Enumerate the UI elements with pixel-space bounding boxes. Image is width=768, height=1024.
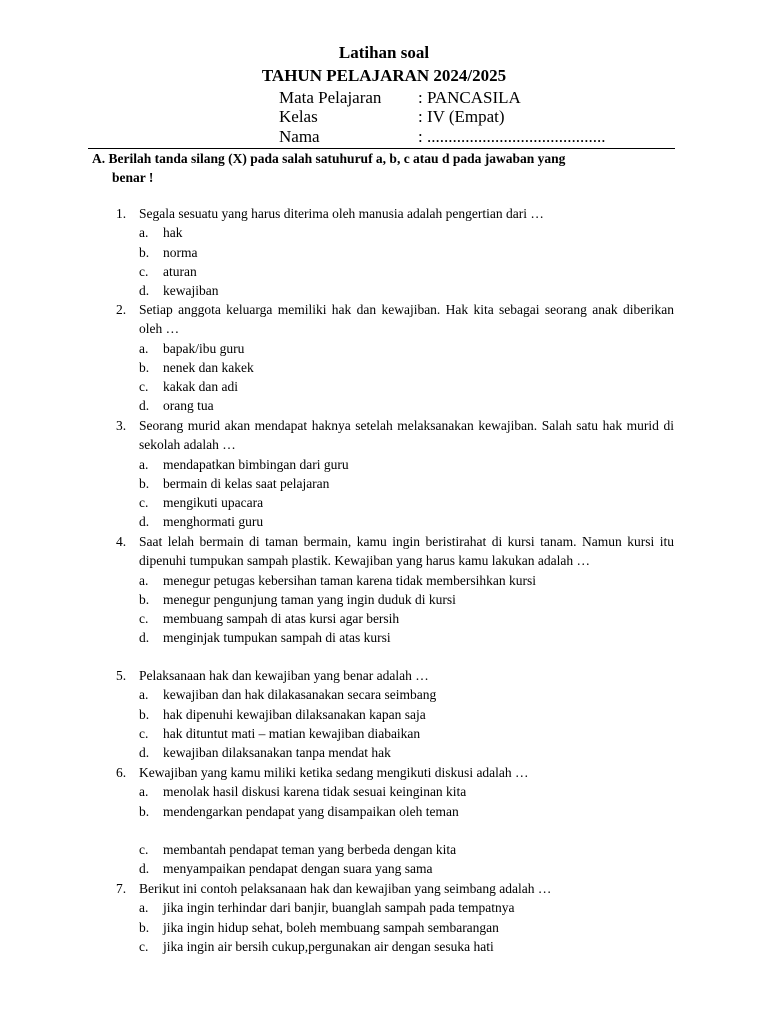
option-d bbox=[116, 396, 674, 415]
question-5 bbox=[116, 666, 674, 762]
option-text: kewajiban bbox=[163, 283, 219, 299]
subject-row bbox=[279, 88, 521, 108]
name-label: Nama bbox=[279, 127, 320, 146]
option-d bbox=[116, 628, 674, 647]
option-b bbox=[116, 802, 674, 821]
class-row bbox=[279, 107, 505, 127]
option-text: menginjak tumpukan sampah di atas kursi bbox=[163, 630, 391, 646]
option-c bbox=[116, 937, 674, 956]
question-text: Pelaksanaan hak dan kewajiban yang benar adalah … bbox=[139, 668, 429, 683]
option-text: norma bbox=[163, 244, 198, 260]
question-number: 3. bbox=[116, 418, 127, 433]
option-letter: d. bbox=[139, 514, 150, 530]
option-text: hak dipenuhi kewajiban dilaksanakan kapan saja bbox=[163, 706, 426, 722]
option-text: bapak/ibu guru bbox=[163, 340, 245, 356]
option-text: hak dituntut mati – matian kewajiban diabaikan bbox=[163, 725, 421, 741]
option-letter: d. bbox=[139, 283, 150, 299]
option-text: menolak hasil diskusi karena tidak sesuai keinginan kita bbox=[163, 784, 467, 800]
subject-label: Mata Pelajaran bbox=[279, 88, 382, 107]
option-text: mengikuti upacara bbox=[163, 495, 264, 511]
name-row bbox=[279, 127, 605, 147]
option-letter: b. bbox=[139, 919, 150, 935]
question-1 bbox=[116, 204, 674, 300]
option-letter: b. bbox=[139, 591, 150, 607]
option-text: menyampaikan pendapat dengan suara yang sama bbox=[163, 861, 433, 877]
question-stem bbox=[116, 532, 674, 571]
option-text: orang tua bbox=[163, 398, 214, 414]
question-stem bbox=[116, 879, 674, 898]
question-text: Berikut ini contoh pelaksanaan hak dan kewajiban yang seimbang adalah … bbox=[139, 881, 552, 896]
option-letter: b. bbox=[139, 244, 150, 260]
option-letter: a. bbox=[139, 900, 149, 916]
option-text: jika ingin terhindar dari banjir, buanglah sampah pada tempatnya bbox=[163, 900, 515, 916]
academic-year: TAHUN PELAJARAN 2024/2025 bbox=[261, 66, 507, 85]
option-text: menegur petugas kebersihan taman karena tidak membersihkan kursi bbox=[163, 572, 536, 588]
option-letter: d. bbox=[139, 861, 150, 877]
blank-line bbox=[116, 821, 674, 840]
question-6 bbox=[116, 763, 674, 878]
option-letter: a. bbox=[139, 225, 149, 241]
option-text: mendengarkan pendapat yang disampaikan oleh teman bbox=[163, 803, 459, 819]
question-2 bbox=[116, 300, 674, 416]
option-letter: c. bbox=[139, 611, 149, 627]
option-text: kewajiban dilaksanakan tanpa mendat hak bbox=[163, 745, 391, 761]
option-text: nenek dan kakek bbox=[163, 359, 254, 375]
option-c bbox=[116, 377, 674, 396]
option-d bbox=[116, 281, 674, 300]
question-number: 1. bbox=[116, 206, 127, 221]
option-letter: d. bbox=[139, 398, 150, 414]
option-text: kewajiban dan hak dilakasanakan secara seimbang bbox=[163, 687, 437, 703]
question-text: Saat lelah bermain di taman bermain, kamu ingin beristirahat di kursi tanam. Namun kursi itu dipenuhi tumpukan sampah plastik. Kewajiban yang harus kamu lakukan adalah … bbox=[139, 534, 674, 569]
option-text: bermain di kelas saat pelajaran bbox=[163, 475, 330, 491]
option-c bbox=[116, 493, 674, 512]
option-text: menegur pengunjung taman yang ingin duduk di kursi bbox=[163, 591, 456, 607]
question-number: 6. bbox=[116, 765, 127, 780]
option-text: jika ingin hidup sehat, boleh membuang sampah sembarangan bbox=[163, 919, 499, 935]
option-letter: c. bbox=[139, 841, 149, 857]
option-a bbox=[116, 339, 674, 358]
question-stem bbox=[116, 300, 674, 339]
question-number: 5. bbox=[116, 668, 127, 683]
option-letter: a. bbox=[139, 687, 149, 703]
option-letter: c. bbox=[139, 938, 149, 954]
option-letter: b. bbox=[139, 803, 150, 819]
question-7 bbox=[116, 879, 674, 956]
option-d bbox=[116, 743, 674, 762]
option-text: menghormati guru bbox=[163, 514, 264, 530]
option-a bbox=[116, 898, 674, 917]
option-letter: d. bbox=[139, 630, 150, 646]
option-c bbox=[116, 262, 674, 281]
question-number: 4. bbox=[116, 534, 127, 549]
option-letter: a. bbox=[139, 340, 149, 356]
option-b bbox=[116, 918, 674, 937]
question-3 bbox=[116, 416, 674, 532]
instruction-line-1: A. Berilah tanda silang (X) pada salah satuhuruf a, b, c atau d pada jawaban yang bbox=[92, 151, 566, 166]
option-text: mendapatkan bimbingan dari guru bbox=[163, 456, 349, 472]
option-a bbox=[116, 571, 674, 590]
option-text: aturan bbox=[163, 263, 197, 279]
option-letter: c. bbox=[139, 263, 149, 279]
option-a bbox=[116, 685, 674, 704]
option-c bbox=[116, 609, 674, 628]
name-value: : .......................................... bbox=[418, 127, 606, 146]
section-instruction bbox=[92, 149, 667, 187]
option-a bbox=[116, 223, 674, 242]
option-text: jika ingin air bersih cukup,pergunakan air dengan sesuka hati bbox=[163, 938, 494, 954]
option-b bbox=[116, 590, 674, 609]
question-stem bbox=[116, 204, 674, 223]
option-letter: b. bbox=[139, 706, 150, 722]
option-d bbox=[116, 859, 674, 878]
option-c bbox=[116, 840, 674, 859]
option-b bbox=[116, 243, 674, 262]
option-c bbox=[116, 724, 674, 743]
question-stem bbox=[116, 763, 674, 782]
instruction-line-2: benar ! bbox=[112, 170, 154, 185]
question-text: Segala sesuatu yang harus diterima oleh manusia adalah pengertian dari … bbox=[139, 206, 544, 221]
option-text: hak bbox=[163, 225, 183, 241]
question-stem bbox=[116, 666, 674, 685]
option-letter: a. bbox=[139, 456, 149, 472]
document-title: Latihan soal bbox=[338, 43, 430, 62]
option-a bbox=[116, 455, 674, 474]
option-text: membuang sampah di atas kursi agar bersih bbox=[163, 611, 400, 627]
option-text: kakak dan adi bbox=[163, 379, 238, 395]
question-4 bbox=[116, 532, 674, 648]
option-text: membantah pendapat teman yang berbeda dengan kita bbox=[163, 841, 457, 857]
question-text: Setiap anggota keluarga memiliki hak dan kewajiban. Hak kita sebagai seorang anak diberikan oleh … bbox=[139, 302, 674, 337]
option-letter: b. bbox=[139, 475, 150, 491]
question-text: Seorang murid akan mendapat haknya setelah melaksanakan kewajiban. Salah satu hak murid di sekolah adalah … bbox=[139, 418, 674, 453]
option-letter: c. bbox=[139, 495, 149, 511]
question-number: 7. bbox=[116, 881, 127, 896]
option-letter: c. bbox=[139, 379, 149, 395]
class-value: : IV (Empat) bbox=[418, 107, 505, 126]
option-b bbox=[116, 705, 674, 724]
question-text: Kewajiban yang kamu miliki ketika sedang mengikuti diskusi adalah … bbox=[139, 765, 529, 780]
option-letter: a. bbox=[139, 572, 149, 588]
option-a bbox=[116, 782, 674, 801]
question-stem bbox=[116, 416, 674, 455]
question-number: 2. bbox=[116, 302, 127, 317]
option-d bbox=[116, 512, 674, 531]
class-label: Kelas bbox=[279, 107, 318, 126]
option-letter: a. bbox=[139, 784, 149, 800]
option-letter: c. bbox=[139, 725, 149, 741]
option-b bbox=[116, 358, 674, 377]
option-letter: b. bbox=[139, 359, 150, 375]
subject-value: : PANCASILA bbox=[418, 88, 521, 107]
option-b bbox=[116, 474, 674, 493]
option-letter: d. bbox=[139, 745, 150, 761]
